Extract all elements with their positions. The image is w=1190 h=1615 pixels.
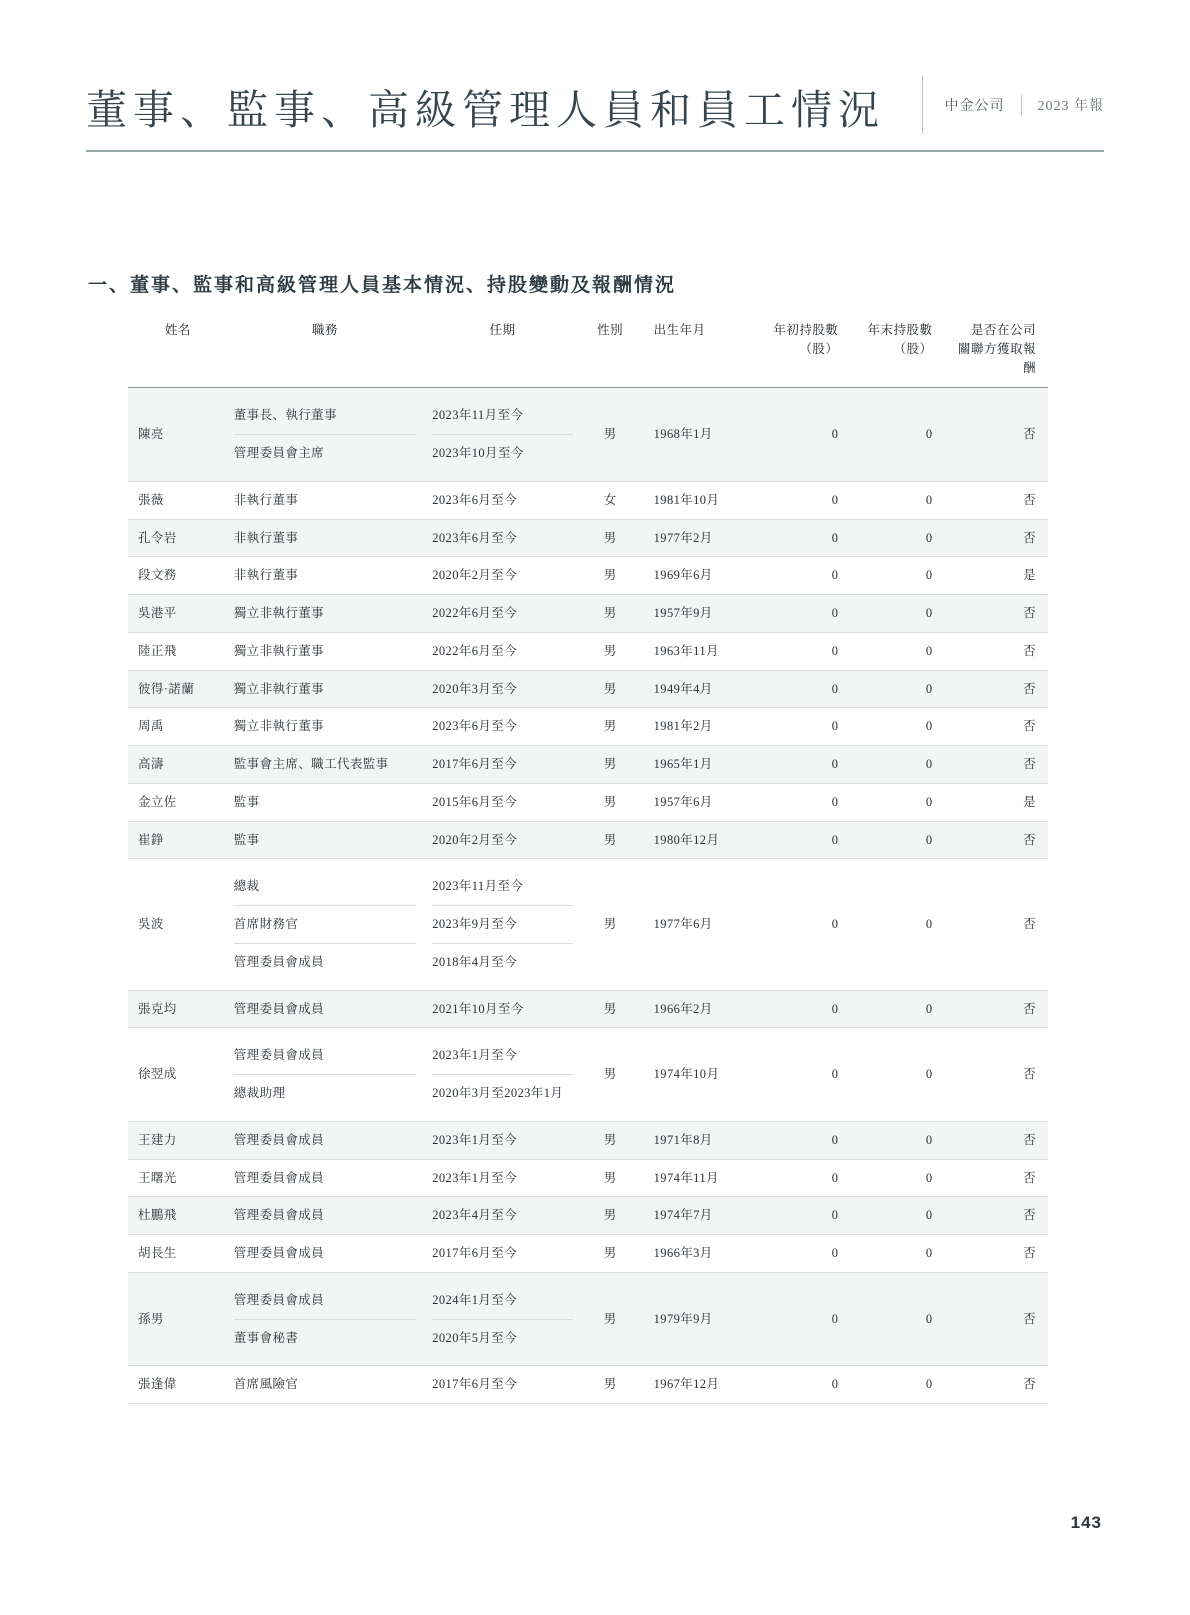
table-row xyxy=(128,708,1048,746)
cell-shares-end: 0 xyxy=(846,746,940,784)
cell-gender: 男 xyxy=(581,1121,640,1159)
term-item: 2024年1月至今 xyxy=(432,1292,518,1307)
cell-remuneration-flag: 否 xyxy=(940,519,1048,557)
table-row xyxy=(128,632,1048,670)
position-item: 管理委員會主席 xyxy=(234,434,416,472)
cell-shares-end: 0 xyxy=(846,595,940,633)
cell-person-name: 彼得·諾蘭 xyxy=(128,670,226,708)
cell-remuneration-flag: 否 xyxy=(940,1366,1048,1404)
cell-birth-date: 1977年2月 xyxy=(640,519,749,557)
cell-gender: 男 xyxy=(581,670,640,708)
table-header-row xyxy=(128,315,1048,388)
table-row xyxy=(128,859,1048,990)
table-row xyxy=(128,595,1048,633)
table-row xyxy=(128,1121,1048,1159)
cell-birth-date: 1980年12月 xyxy=(640,821,749,859)
header-report-year: 2023 年報 xyxy=(1021,95,1105,115)
table-row xyxy=(128,1235,1048,1273)
cell-term: 2015年6月至今 xyxy=(424,783,580,821)
cell-term: 2022年6月至今 xyxy=(424,595,580,633)
cell-remuneration-flag: 否 xyxy=(940,746,1048,784)
cell-shares-start: 0 xyxy=(748,1366,846,1404)
cell-birth-date: 1981年2月 xyxy=(640,708,749,746)
cell-birth-date: 1971年8月 xyxy=(640,1121,749,1159)
cell-shares-end: 0 xyxy=(846,990,940,1028)
cell-term: 2023年4月至今 xyxy=(424,1197,580,1235)
cell-person-name: 張克均 xyxy=(128,990,226,1028)
cell-shares-start: 0 xyxy=(748,1159,846,1197)
term-item: 2020年3月至2023年1月 xyxy=(432,1074,572,1112)
cell-remuneration-flag: 否 xyxy=(940,388,1048,482)
cell-shares-end: 0 xyxy=(846,1159,940,1197)
cell-term xyxy=(424,388,580,482)
cell-term: 2023年1月至今 xyxy=(424,1159,580,1197)
cell-gender: 男 xyxy=(581,1197,640,1235)
cell-shares-start: 0 xyxy=(748,670,846,708)
cell-person-name: 王建力 xyxy=(128,1121,226,1159)
cell-shares-start: 0 xyxy=(748,859,846,990)
cell-shares-end: 0 xyxy=(846,1366,940,1404)
cell-shares-end: 0 xyxy=(846,557,940,595)
position-item: 總裁助理 xyxy=(234,1074,416,1112)
term-item: 2023年1月至今 xyxy=(432,1048,518,1063)
cell-position: 管理委員會成員 xyxy=(226,990,424,1028)
cell-shares-end: 0 xyxy=(846,1028,940,1122)
cell-remuneration-flag: 否 xyxy=(940,595,1048,633)
cell-position xyxy=(226,1028,424,1122)
cell-gender: 男 xyxy=(581,708,640,746)
cell-person-name: 段文務 xyxy=(128,557,226,595)
cell-position: 監事 xyxy=(226,783,424,821)
cell-shares-start: 0 xyxy=(748,1235,846,1273)
cell-remuneration-flag: 否 xyxy=(940,1159,1048,1197)
cell-gender: 男 xyxy=(581,783,640,821)
term-item: 2023年9月至今 xyxy=(432,905,572,943)
cell-person-name: 張薇 xyxy=(128,481,226,519)
cell-remuneration-flag: 否 xyxy=(940,821,1048,859)
cell-shares-end: 0 xyxy=(846,783,940,821)
cell-birth-date: 1974年11月 xyxy=(640,1159,749,1197)
cell-gender: 男 xyxy=(581,595,640,633)
cell-gender: 男 xyxy=(581,821,640,859)
cell-birth-date: 1967年12月 xyxy=(640,1366,749,1404)
cell-birth-date: 1979年9月 xyxy=(640,1272,749,1366)
position-item: 管理委員會成員 xyxy=(234,943,416,981)
cell-person-name: 孫男 xyxy=(128,1272,226,1366)
header-meta xyxy=(922,76,1105,134)
directors-table xyxy=(128,315,1048,1404)
term-item: 2023年10月至今 xyxy=(432,434,572,472)
cell-gender: 男 xyxy=(581,1159,640,1197)
cell-remuneration-flag: 否 xyxy=(940,859,1048,990)
position-item: 董事會秘書 xyxy=(234,1319,416,1357)
cell-position: 管理委員會成員 xyxy=(226,1197,424,1235)
cell-person-name: 吳港平 xyxy=(128,595,226,633)
cell-shares-end: 0 xyxy=(846,1121,940,1159)
table-header xyxy=(128,315,1048,388)
cell-gender: 女 xyxy=(581,481,640,519)
cell-position: 獨立非執行董事 xyxy=(226,708,424,746)
cell-position xyxy=(226,1272,424,1366)
cell-gender: 男 xyxy=(581,1028,640,1122)
cell-person-name: 吳波 xyxy=(128,859,226,990)
term-item: 2023年11月至今 xyxy=(432,879,524,894)
table-row xyxy=(128,519,1048,557)
cell-position: 獨立非執行董事 xyxy=(226,595,424,633)
cell-birth-date: 1966年2月 xyxy=(640,990,749,1028)
cell-remuneration-flag: 否 xyxy=(940,481,1048,519)
position-item: 董事長、執行董事 xyxy=(233,408,337,423)
cell-remuneration-flag: 否 xyxy=(940,1197,1048,1235)
cell-shares-end: 0 xyxy=(846,632,940,670)
table-row xyxy=(128,388,1048,482)
cell-position: 管理委員會成員 xyxy=(226,1235,424,1273)
cell-person-name: 王曙光 xyxy=(128,1159,226,1197)
cell-shares-end: 0 xyxy=(846,1235,940,1273)
cell-gender: 男 xyxy=(581,1366,640,1404)
cell-birth-date: 1981年10月 xyxy=(640,481,749,519)
cell-birth-date: 1957年9月 xyxy=(640,595,749,633)
cell-person-name: 崔錚 xyxy=(128,821,226,859)
cell-position xyxy=(226,388,424,482)
column-header-remuneration xyxy=(940,315,1048,388)
cell-shares-start: 0 xyxy=(748,1121,846,1159)
cell-shares-start: 0 xyxy=(748,1028,846,1122)
table-row xyxy=(128,670,1048,708)
cell-position: 獨立非執行董事 xyxy=(226,632,424,670)
section-heading: 一、董事、監事和高級管理人員基本情況、持股變動及報酬情況 xyxy=(88,275,677,296)
cell-shares-end: 0 xyxy=(846,859,940,990)
cell-position: 獨立非執行董事 xyxy=(226,670,424,708)
column-header-shares-start-line2: （股） xyxy=(799,341,839,356)
cell-remuneration-flag: 否 xyxy=(940,1272,1048,1366)
cell-birth-date: 1966年3月 xyxy=(640,1235,749,1273)
cell-position: 非執行董事 xyxy=(226,519,424,557)
cell-term xyxy=(424,859,580,990)
cell-person-name: 金立佐 xyxy=(128,783,226,821)
cell-term: 2017年6月至今 xyxy=(424,746,580,784)
cell-shares-start: 0 xyxy=(748,632,846,670)
cell-term: 2022年6月至今 xyxy=(424,632,580,670)
cell-person-name: 高濤 xyxy=(128,746,226,784)
cell-person-name: 陸正飛 xyxy=(128,632,226,670)
table-row xyxy=(128,481,1048,519)
column-header-title: 職務 xyxy=(312,323,339,337)
cell-person-name: 胡長生 xyxy=(128,1235,226,1273)
cell-term: 2020年2月至今 xyxy=(424,821,580,859)
term-item: 2020年5月至今 xyxy=(432,1319,572,1357)
cell-term: 2017年6月至今 xyxy=(424,1366,580,1404)
cell-birth-date: 1977年6月 xyxy=(640,859,749,990)
page-title: 董事、監事、高級管理人員和員工情況 xyxy=(86,86,885,133)
cell-gender: 男 xyxy=(581,746,640,784)
position-item: 首席財務官 xyxy=(234,905,416,943)
column-header-remuneration-line1: 是否在公司 xyxy=(970,323,1036,337)
position-item: 管理委員會成員 xyxy=(233,1292,325,1307)
term-item: 2018年4月至今 xyxy=(432,943,572,981)
cell-birth-date: 1969年6月 xyxy=(640,557,749,595)
column-header-term: 任期 xyxy=(489,323,516,337)
cell-term: 2021年10月至今 xyxy=(424,990,580,1028)
cell-shares-start: 0 xyxy=(748,990,846,1028)
page-number: 143 xyxy=(1070,1513,1102,1532)
cell-position: 首席風險官 xyxy=(226,1366,424,1404)
table-row xyxy=(128,746,1048,784)
table-row xyxy=(128,1159,1048,1197)
cell-shares-end: 0 xyxy=(846,519,940,557)
cell-person-name: 張逢偉 xyxy=(128,1366,226,1404)
position-item: 管理委員會成員 xyxy=(233,1048,325,1063)
cell-position: 管理委員會成員 xyxy=(226,1121,424,1159)
cell-remuneration-flag: 否 xyxy=(940,1121,1048,1159)
cell-birth-date: 1968年1月 xyxy=(640,388,749,482)
cell-shares-end: 0 xyxy=(846,821,940,859)
cell-position xyxy=(226,859,424,990)
column-header-shares-end-line2: （股） xyxy=(893,341,933,356)
cell-person-name: 徐翌成 xyxy=(128,1028,226,1122)
cell-person-name: 陳亮 xyxy=(128,388,226,482)
cell-shares-end: 0 xyxy=(846,1197,940,1235)
cell-shares-start: 0 xyxy=(748,783,846,821)
cell-term: 2020年2月至今 xyxy=(424,557,580,595)
column-header-name: 姓名 xyxy=(164,323,191,337)
cell-shares-start: 0 xyxy=(748,821,846,859)
cell-birth-date: 1974年7月 xyxy=(640,1197,749,1235)
cell-birth-date: 1965年1月 xyxy=(640,746,749,784)
column-header-remuneration-line2: 關聯方獲取報酬 xyxy=(957,341,1036,375)
cell-term xyxy=(424,1272,580,1366)
cell-term: 2023年6月至今 xyxy=(424,519,580,557)
header-company-name: 中金公司 xyxy=(944,99,1005,114)
cell-position: 管理委員會成員 xyxy=(226,1159,424,1197)
table-row xyxy=(128,1272,1048,1366)
cell-remuneration-flag: 否 xyxy=(940,990,1048,1028)
cell-shares-start: 0 xyxy=(748,1272,846,1366)
cell-remuneration-flag: 否 xyxy=(940,1235,1048,1273)
cell-term: 2023年6月至今 xyxy=(424,708,580,746)
cell-remuneration-flag: 否 xyxy=(940,632,1048,670)
cell-gender: 男 xyxy=(581,859,640,990)
cell-position: 監事會主席、職工代表監事 xyxy=(226,746,424,784)
column-header-shares-start xyxy=(748,315,846,388)
cell-shares-start: 0 xyxy=(748,519,846,557)
cell-birth-date: 1974年10月 xyxy=(640,1028,749,1122)
cell-shares-start: 0 xyxy=(748,557,846,595)
cell-shares-start: 0 xyxy=(748,595,846,633)
cell-term: 2023年1月至今 xyxy=(424,1121,580,1159)
cell-term: 2017年6月至今 xyxy=(424,1235,580,1273)
page-header xyxy=(86,52,1104,152)
cell-person-name: 周禹 xyxy=(128,708,226,746)
column-header-shares-start-line1: 年初持股數 xyxy=(773,323,839,337)
cell-birth-date: 1949年4月 xyxy=(640,670,749,708)
cell-shares-end: 0 xyxy=(846,1272,940,1366)
cell-shares-end: 0 xyxy=(846,708,940,746)
cell-shares-start: 0 xyxy=(748,746,846,784)
column-header-shares-end xyxy=(846,315,940,388)
cell-remuneration-flag: 否 xyxy=(940,1028,1048,1122)
cell-shares-end: 0 xyxy=(846,388,940,482)
table-body xyxy=(128,388,1048,1404)
table-row xyxy=(128,990,1048,1028)
cell-term: 2020年3月至今 xyxy=(424,670,580,708)
cell-shares-start: 0 xyxy=(748,1197,846,1235)
cell-remuneration-flag: 否 xyxy=(940,670,1048,708)
cell-gender: 男 xyxy=(581,1272,640,1366)
cell-remuneration-flag: 是 xyxy=(940,783,1048,821)
cell-gender: 男 xyxy=(581,632,640,670)
cell-position: 監事 xyxy=(226,821,424,859)
table-row xyxy=(128,557,1048,595)
column-header-birth: 出生年月 xyxy=(653,323,706,337)
cell-position: 非執行董事 xyxy=(226,481,424,519)
cell-gender: 男 xyxy=(581,557,640,595)
cell-remuneration-flag: 是 xyxy=(940,557,1048,595)
cell-person-name: 孔令岩 xyxy=(128,519,226,557)
cell-gender: 男 xyxy=(581,1235,640,1273)
cell-gender: 男 xyxy=(581,990,640,1028)
cell-shares-start: 0 xyxy=(748,708,846,746)
table-row xyxy=(128,1028,1048,1122)
cell-shares-end: 0 xyxy=(846,481,940,519)
cell-gender: 男 xyxy=(581,388,640,482)
table-row xyxy=(128,783,1048,821)
cell-term xyxy=(424,1028,580,1122)
cell-term: 2023年6月至今 xyxy=(424,481,580,519)
cell-shares-end: 0 xyxy=(846,670,940,708)
cell-position: 非執行董事 xyxy=(226,557,424,595)
term-item: 2023年11月至今 xyxy=(432,408,524,423)
directors-table-container xyxy=(128,315,1048,1404)
column-header-gender: 性別 xyxy=(597,323,624,337)
cell-shares-start: 0 xyxy=(748,388,846,482)
position-item: 總裁 xyxy=(233,879,260,894)
cell-birth-date: 1957年6月 xyxy=(640,783,749,821)
table-row xyxy=(128,821,1048,859)
table-row xyxy=(128,1197,1048,1235)
cell-remuneration-flag: 否 xyxy=(940,708,1048,746)
cell-birth-date: 1963年11月 xyxy=(640,632,749,670)
cell-shares-start: 0 xyxy=(748,481,846,519)
column-header-shares-end-line1: 年末持股數 xyxy=(867,323,933,337)
cell-gender: 男 xyxy=(581,519,640,557)
table-row xyxy=(128,1366,1048,1404)
cell-person-name: 杜鵬飛 xyxy=(128,1197,226,1235)
